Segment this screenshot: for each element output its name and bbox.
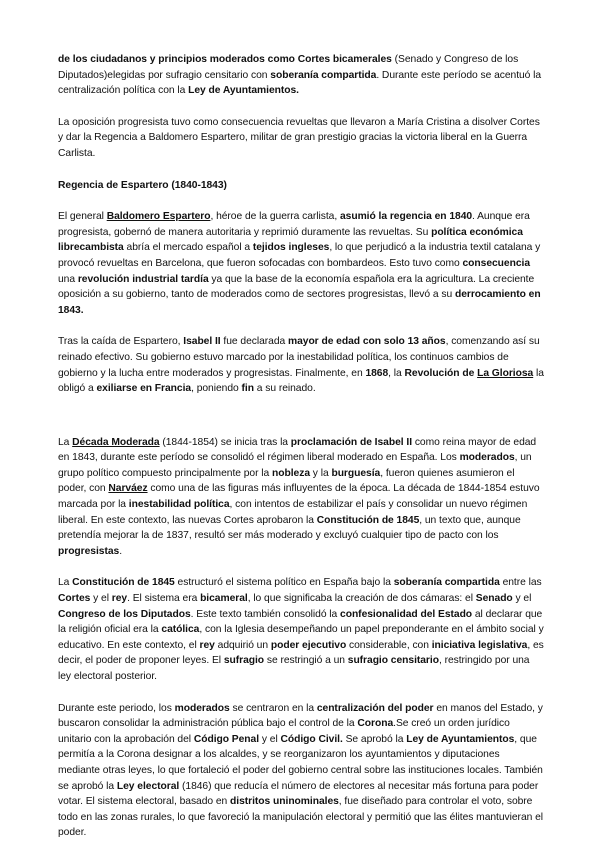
paragraph-isabel-ii-reinado: Tras la caída de Espartero, Isabel II fue declarada mayor de edad con solo 13 años, comenzando así su reinado efectivo. Su gobierno estuvo marcado por la inestabilidad política, los continuos cambios de gobierno y la lucha entre moderados y progresistas. Finalmente, en 1868, la Revolución de La Gloriosa la obligó a exiliarse en Francia, poniendo fin a su reinado.	[58, 336, 544, 395]
paragraph-decada-moderada: La Década Moderada (1844-1854) se inicia tras la proclamación de Isabel II como reina mayor de edad en 1843, durante este período se consolidó el régimen liberal moderado en España. Los moderados, un grupo político compuesto principalmente por la nobleza y la burguesía, fueron quienes asumieron el poder, con Narváez como una de las figuras más influyentes de la época. La década de 1844-1854 estuvo marcada por la inestabilidad política, con intentos de estabilizar el país y consolidar un nuevo régimen liberal. En este contexto, las nuevas Cortes aprobaron la Constitución de 1845, un texto que, aunque pretendía mejorar la de 1837, resultó ser más moderado y excluyó cualquier tipo de pacto con los progresistas.	[58, 436, 540, 557]
paragraph-oposicion-progresista: La oposición progresista tuvo como consecuencia revueltas que llevaron a María Cristina a disolver Cortes y dar la Regencia a Baldomero Espartero, militar de gran prestigio gracias la victoria liberal en la Guerra Carlista.	[58, 116, 540, 159]
section-heading-regencia-espartero: Regencia de Espartero (1840-1843)	[58, 179, 227, 191]
paragraph-cortes-bicamerales: de los ciudadanos y principios moderados como Cortes bicamerales (Senado y Congreso de los Diputados)elegidas por sufragio censitario con soberanía compartida. Durante este período se acentuó la centralización política con la Ley de Ayuntamientos.	[58, 54, 542, 97]
paragraph-constitucion-1845: La Constitución de 1845 estructuró el sistema político en España bajo la soberanía compartida entre las Cortes y el rey. El sistema era bicameral, lo que significaba la creación de dos cámaras: el Senado y el Congreso de los Diputados. Este texto también consolidó la confesionalidad del Estado al declarar que la religión oficial era la católica, con la Iglesia desempeñando un papel preponderante en el ámbito social y educativo. En este contexto, el rey adquirió un poder ejecutivo considerable, con iniciativa legislativa, es decir, el poder de proponer leyes. El sufragio se restringió a un sufragio censitario, restringido por una ley electoral posterior.	[58, 577, 544, 682]
paragraph-centralizacion-poder: Durante este periodo, los moderados se centraron en la centralización del poder en manos del Estado, y buscaron consolidar la administración pública bajo el control de la Corona.Se creó un orden jurídico unitario con la aprobación del Código Penal y el Código Civil. Se aprobó la Ley de Ayuntamientos, que permitía a la Corona designar a los alcaldes, y se reorganizaron los ayuntamientos y diputaciones mediante otras leyes, lo que fortaleció el poder del gobierno central sobre las instituciones locales. También se aprobó la Ley electoral (1846) que reducía el número de electores al necesitar más fortuna para poder votar. El sistema electoral, basado en distritos uninominales, fue diseñado para controlar el voto, sobre todo en las zonas rurales, lo que favoreció la manipulación electoral y permitió que las élites mantuvieran el poder.	[58, 702, 544, 839]
paragraph-regencia-espartero: El general Baldomero Espartero, héroe de la guerra carlista, asumió la regencia en 1840. Aunque era progresista, gobernó de manera autoritaria y reprimió duramente las revueltas. Su política económica librecambista abría el mercado español a tejidos ingleses, lo que perjudicó a la industria textil catalana y provocó revueltas en Barcelona, que fueron sofocadas con bombardeos. Esto tuvo como consecuencia una revolución industrial tardía ya que la base de la economía española era la agricultura. La creciente oposición a su gobierno, tanto de moderados como de sectores progresistas, llevó a su derrocamiento en 1843.	[58, 211, 541, 316]
